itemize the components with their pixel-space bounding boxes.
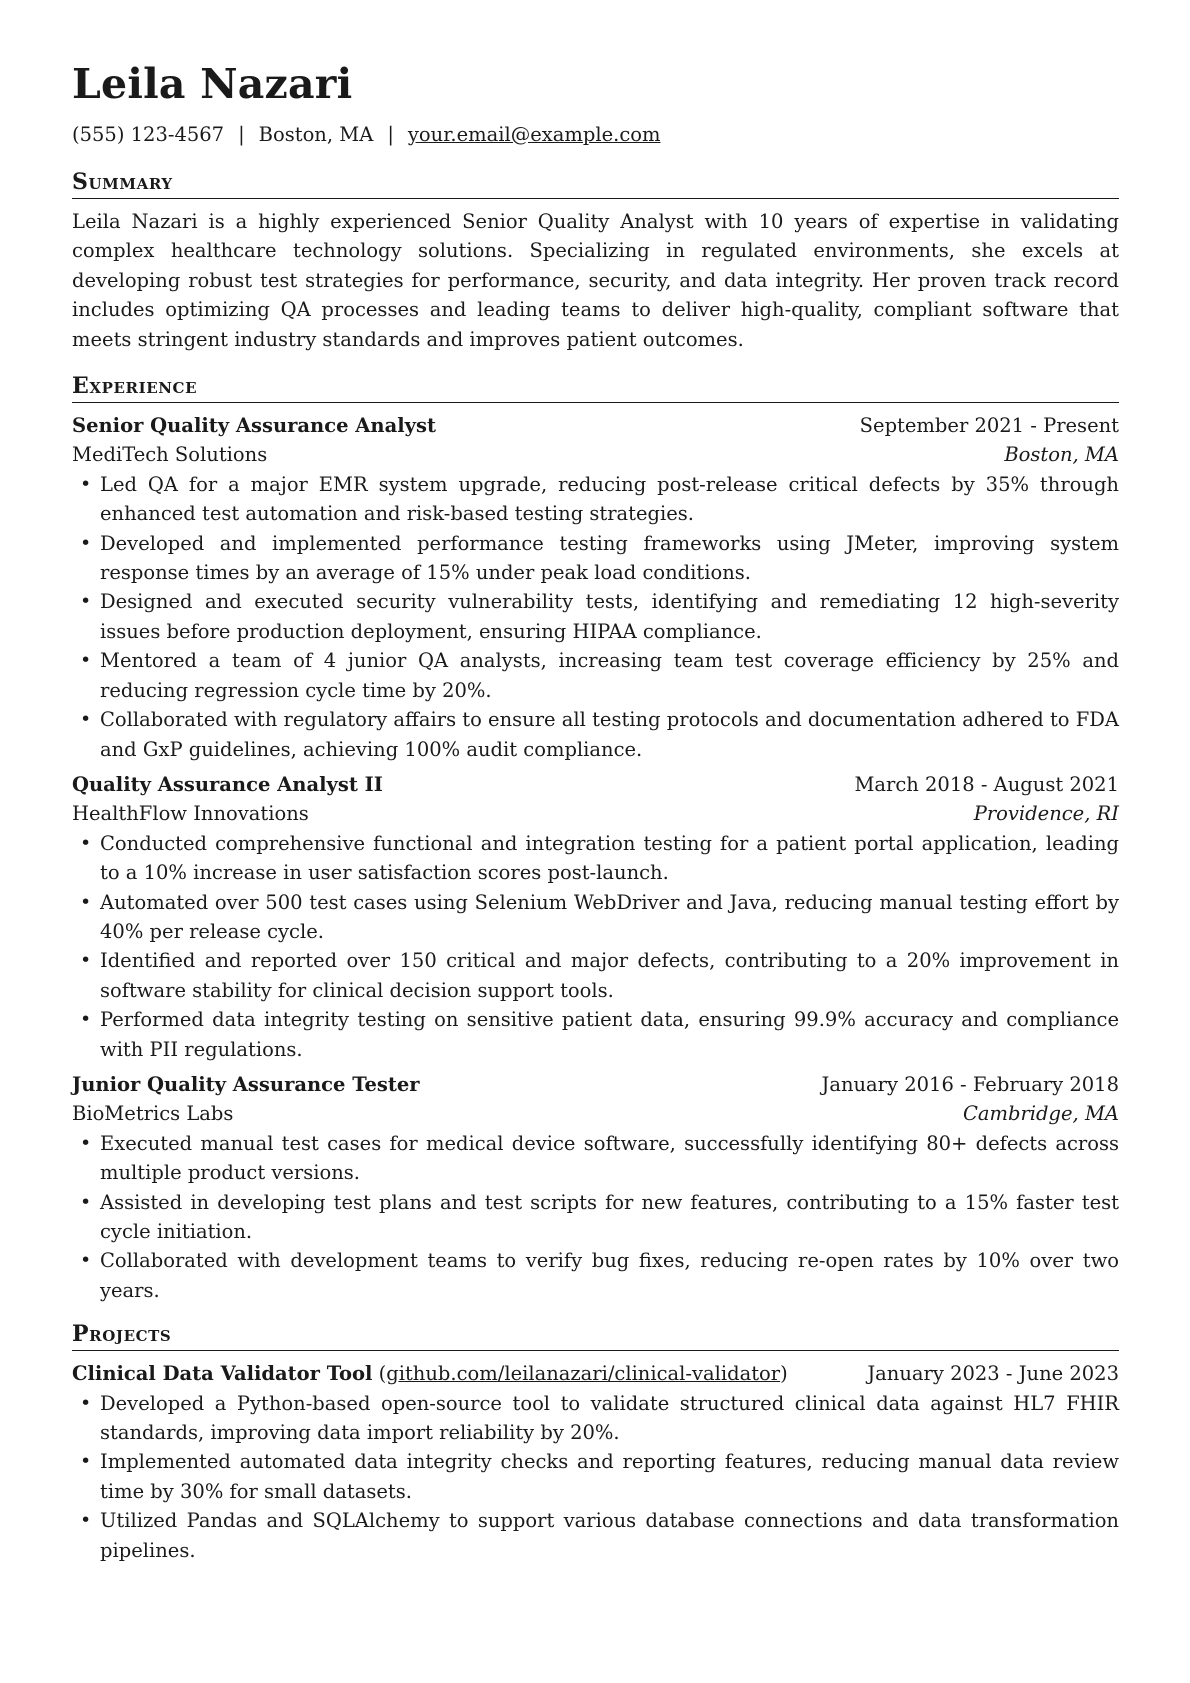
job-title: Quality Assurance Analyst II <box>72 772 383 796</box>
bullet-text: Executed manual test cases for medical device software, successfully identifying 80+ defects across multiple product versions. <box>100 1131 1119 1185</box>
bullet-text: Implemented automated data integrity checks and reporting features, reducing manual data review time by 30% for small datasets. <box>100 1450 1119 1503</box>
experience-heading: Experience <box>72 372 1119 403</box>
summary-text: Leila Nazari is a highly experienced Senior Quality Analyst with 10 years of expertise in validating complex healthcare technology solutions. Specializing in regulated environments, she excels at developing robust test strategies for performance, security, and data integrity. Her proven track record includes optimizing QA processes and leading teams to deliver high-quality, compliant software that meets stringent industry standards and improves patient outcomes. <box>72 210 1119 351</box>
job-entry <box>72 411 1119 764</box>
bullet-item <box>72 1129 1119 1188</box>
company-name: HealthFlow Innovations <box>72 802 309 826</box>
bullet-icon: • <box>80 1450 92 1473</box>
bullet-text: Mentored a team of 4 junior QA analysts, increasing team test coverage efficiency by 25% and reducing regression cycle time by 20%. <box>100 649 1119 702</box>
bullet-item <box>72 470 1119 529</box>
bullet-icon: • <box>80 1509 92 1532</box>
bullet-text: Automated over 500 test cases using Selenium WebDriver and Java, reducing manual testing effort by 40% per release cycle. <box>100 890 1119 943</box>
bullet-icon: • <box>80 1391 92 1414</box>
bullet-text: Utilized Pandas and SQLAlchemy to support various database connections and data transformation pipelines. <box>100 1509 1119 1562</box>
bullet-text: Collaborated with development teams to verify bug fixes, reducing re-open rates by 10% over two years. <box>100 1249 1119 1302</box>
contact-line <box>72 122 1119 148</box>
bullet-item <box>72 1506 1119 1565</box>
job-location: Boston, MA <box>1004 443 1119 467</box>
bullet-text: Collaborated with regulatory affairs to ensure all testing protocols and documentation adhered to FDA and GxP guidelines, achieving 100% audit compliance. <box>100 708 1119 761</box>
bullet-item <box>72 1447 1119 1506</box>
bullet-icon: • <box>80 1131 92 1154</box>
bullet-item <box>72 1246 1119 1305</box>
company-name: MediTech Solutions <box>72 443 268 467</box>
bullet-text: Assisted in developing test plans and test scripts for new features, contributing to a 15% faster test cycle initiation. <box>100 1190 1119 1243</box>
project-title-group: Clinical Data Validator Tool (github.com/leilanazari/clinical-validator) <box>72 1362 788 1386</box>
contact-separator: | <box>238 123 245 146</box>
bullet-icon: • <box>80 831 92 854</box>
bullet-text: Performed data integrity testing on sensitive patient data, ensuring 99.9% accuracy and compliance with PII regulations. <box>100 1008 1119 1061</box>
bullet-icon: • <box>80 590 92 613</box>
bullet-item <box>72 587 1119 646</box>
bullet-item <box>72 705 1119 764</box>
bullet-text: Developed a Python-based open-source tool to validate structured clinical data against HL7 FHIR standards, improving data import reliability by 20%. <box>100 1391 1119 1445</box>
bullet-icon: • <box>80 649 92 672</box>
job-company-row <box>72 440 1119 469</box>
candidate-name: Leila Nazari <box>72 60 353 108</box>
experience-section <box>72 372 1119 1305</box>
bullet-icon: • <box>80 472 92 495</box>
job-dates: March 2018 - August 2021 <box>854 772 1119 796</box>
project-name: Clinical Data Validator Tool <box>72 1362 373 1386</box>
bullet-icon: • <box>80 890 92 913</box>
job-bullets <box>72 470 1119 764</box>
location-text: Boston, MA <box>258 123 374 146</box>
bullet-text: Led QA for a major EMR system upgrade, reducing post-release critical defects by 35% through enhanced test automation and risk-based testing strategies. <box>100 472 1119 526</box>
phone-number: (555) 123-4567 <box>72 123 225 146</box>
bullet-item <box>72 529 1119 588</box>
contact-separator: | <box>387 123 394 146</box>
email-link[interactable]: your.email@example.com <box>407 123 661 146</box>
job-header-row <box>72 1070 1119 1099</box>
project-dates: January 2023 - June 2023 <box>867 1362 1119 1386</box>
job-company-row <box>72 799 1119 828</box>
job-dates: January 2016 - February 2018 <box>821 1072 1119 1096</box>
bullet-icon: • <box>80 708 92 731</box>
job-header-row <box>72 411 1119 440</box>
project-link[interactable]: github.com/leilanazari/clinical-validator <box>386 1362 781 1386</box>
job-title: Junior Quality Assurance Tester <box>72 1072 420 1096</box>
bullet-icon: • <box>80 1008 92 1031</box>
summary-heading: Summary <box>72 168 1119 199</box>
project-entry <box>72 1359 1119 1565</box>
summary-section <box>72 168 1119 354</box>
bullet-icon: • <box>80 531 92 554</box>
bullet-text: Conducted comprehensive functional and integration testing for a patient portal application, leading to a 10% increase in user satisfaction scores post-launch. <box>100 831 1119 885</box>
company-name: BioMetrics Labs <box>72 1102 234 1126</box>
bullet-icon: • <box>80 949 92 972</box>
job-title: Senior Quality Assurance Analyst <box>72 414 436 438</box>
bullet-item <box>72 829 1119 888</box>
bullet-text: Developed and implemented performance testing frameworks using JMeter, improving system response times by an average of 15% under peak load conditions. <box>100 531 1119 585</box>
job-entry <box>72 770 1119 1064</box>
project-header-row <box>72 1359 1119 1388</box>
job-company-row <box>72 1099 1119 1128</box>
job-dates: September 2021 - Present <box>859 414 1119 438</box>
bullet-icon: • <box>80 1249 92 1272</box>
bullet-item <box>72 1005 1119 1064</box>
bullet-item <box>72 1188 1119 1247</box>
job-bullets <box>72 1129 1119 1305</box>
bullet-item <box>72 1389 1119 1448</box>
bullet-text: Identified and reported over 150 critical and major defects, contributing to a 20% improvement in software stability for clinical decision support tools. <box>100 949 1119 1002</box>
job-bullets <box>72 829 1119 1064</box>
job-entry <box>72 1070 1119 1305</box>
project-bullets <box>72 1389 1119 1565</box>
bullet-item <box>72 888 1119 947</box>
job-location: Providence, RI <box>973 802 1119 826</box>
bullet-item <box>72 946 1119 1005</box>
bullet-item <box>72 646 1119 705</box>
job-location: Cambridge, MA <box>962 1102 1119 1126</box>
job-header-row <box>72 770 1119 799</box>
bullet-text: Designed and executed security vulnerability tests, identifying and remediating 12 high-severity issues before production deployment, ensuring HIPAA compliance. <box>100 590 1119 643</box>
projects-heading: Projects <box>72 1320 1119 1351</box>
projects-section <box>72 1320 1119 1565</box>
bullet-icon: • <box>80 1190 92 1213</box>
